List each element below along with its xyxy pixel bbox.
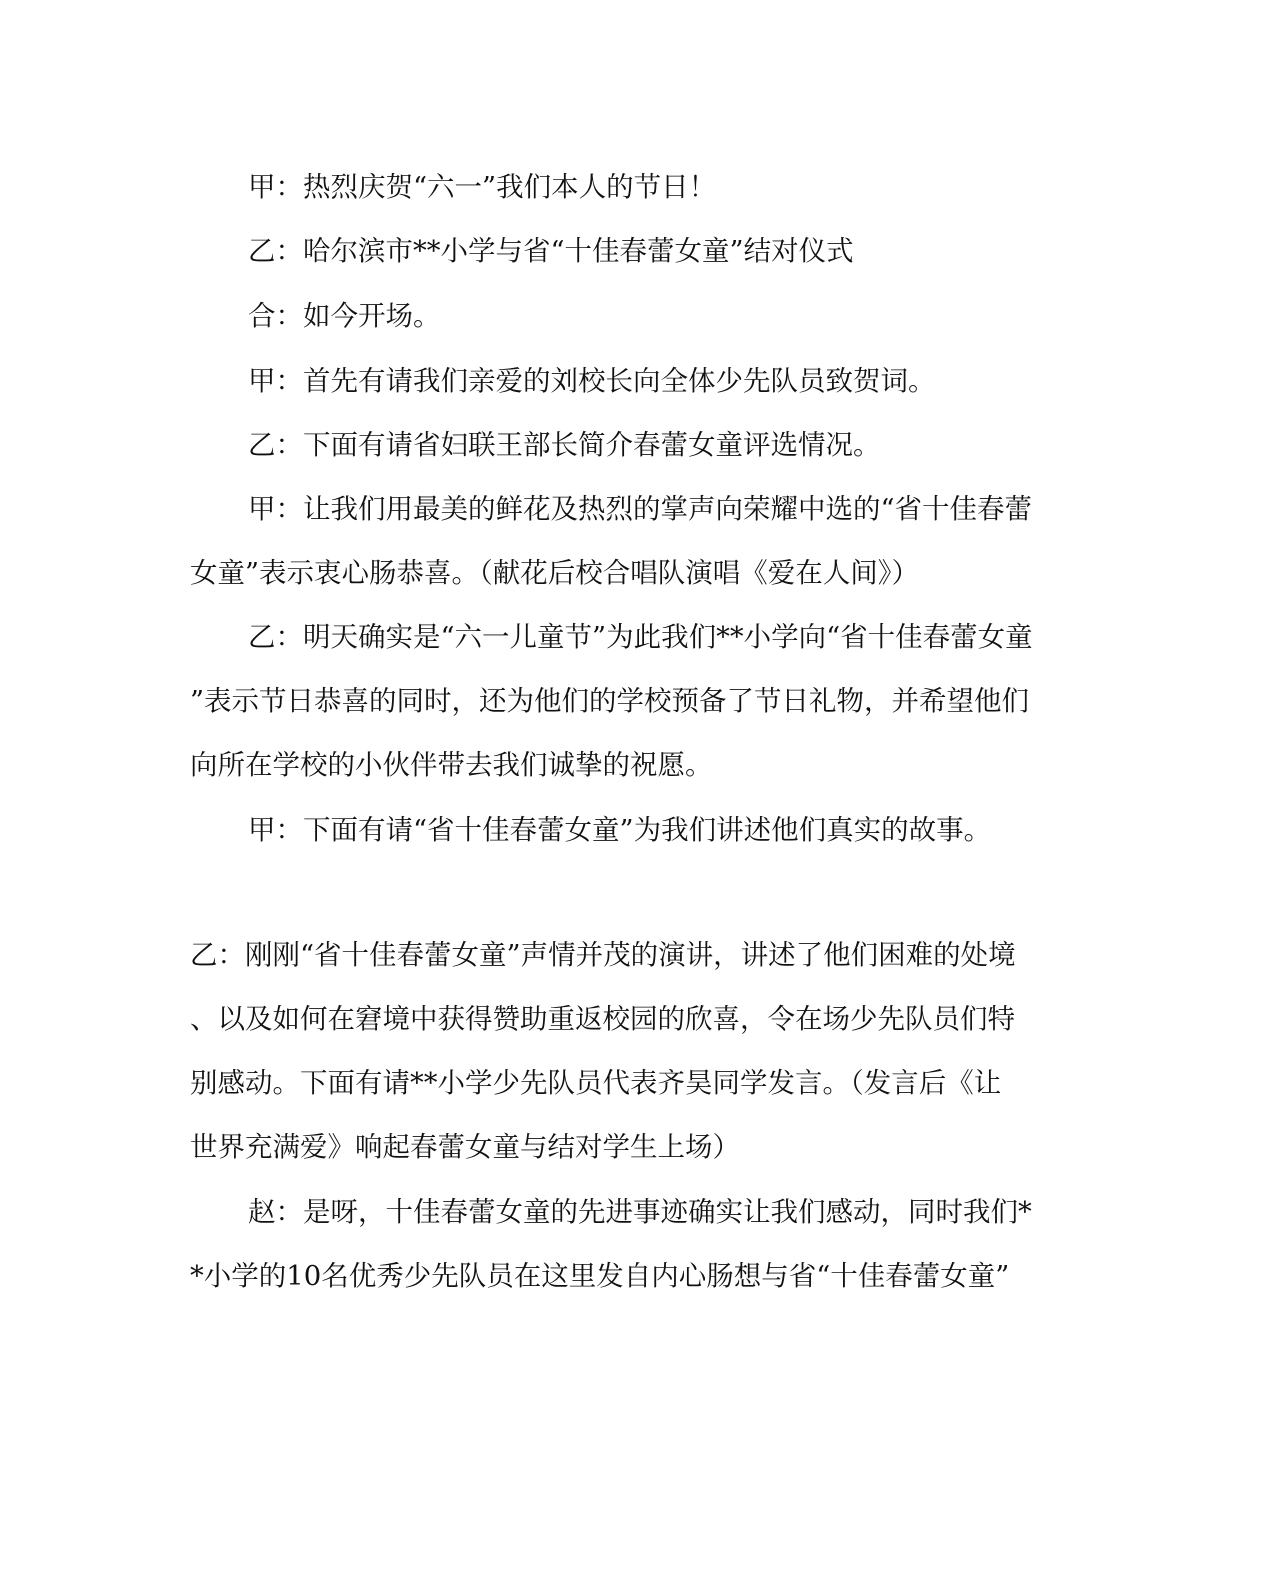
- dialogue-line-zhao-1: 赵：是呀，十佳春蕾女童的先进事迹确实让我们感动，同时我们*: [248, 1196, 1032, 1228]
- dialogue-line-he-1: 合：如今开场。: [248, 300, 441, 332]
- dialogue-line-yi-4: 乙：刚刚“省十佳春蕾女童”声情并茂的演讲，讲述了他们困难的处境: [190, 939, 1016, 971]
- dialogue-line-yi-4-cont-2: 别感动。下面有请**小学少先队员代表齐昊同学发言。（发言后《让: [190, 1067, 1002, 1099]
- dialogue-line-yi-4-cont-1: 、以及如何在窘境中获得赞助重返校园的欣喜，令在场少先队员们特: [190, 1003, 1015, 1035]
- dialogue-line-jia-1: 甲：热烈庆贺“六一”我们本人的节日！: [248, 171, 717, 203]
- dialogue-line-jia-3: 甲：让我们用最美的鲜花及热烈的掌声向荣耀中选的“省十佳春蕾: [248, 493, 1033, 525]
- dialogue-line-zhao-1-cont: *小学的10名优秀少先队员在这里发自内心肠想与省“十佳春蕾女童”: [190, 1260, 1010, 1292]
- dialogue-line-yi-2: 乙：下面有请省妇联王部长简介春蕾女童评选情况。: [248, 429, 881, 461]
- dialogue-line-jia-3-cont: 女童”表示衷心肠恭喜。（献花后校合唱队演唱《爱在人间》）: [190, 557, 920, 589]
- dialogue-line-jia-2: 甲：首先有请我们亲爱的刘校长向全体少先队员致贺词。: [248, 365, 936, 397]
- dialogue-line-yi-3: 乙：明天确实是“六一儿童节”为此我们**小学向“省十佳春蕾女童: [248, 621, 1033, 653]
- dialogue-line-jia-4: 甲：下面有请“省十佳春蕾女童”为我们讲述他们真实的故事。: [248, 814, 992, 846]
- dialogue-line-yi-3-cont-1: ”表示节日恭喜的同时，还为他们的学校预备了节日礼物，并希望他们: [190, 685, 1030, 717]
- dialogue-line-yi-3-cont-2: 向所在学校的小伙伴带去我们诚挚的祝愿。: [190, 749, 713, 781]
- dialogue-line-yi-4-cont-3: 世界充满爱》响起春蕾女童与结对学生上场）: [190, 1131, 740, 1163]
- dialogue-line-yi-1: 乙：哈尔滨市**小学与省“十佳春蕾女童”结对仪式: [248, 235, 854, 267]
